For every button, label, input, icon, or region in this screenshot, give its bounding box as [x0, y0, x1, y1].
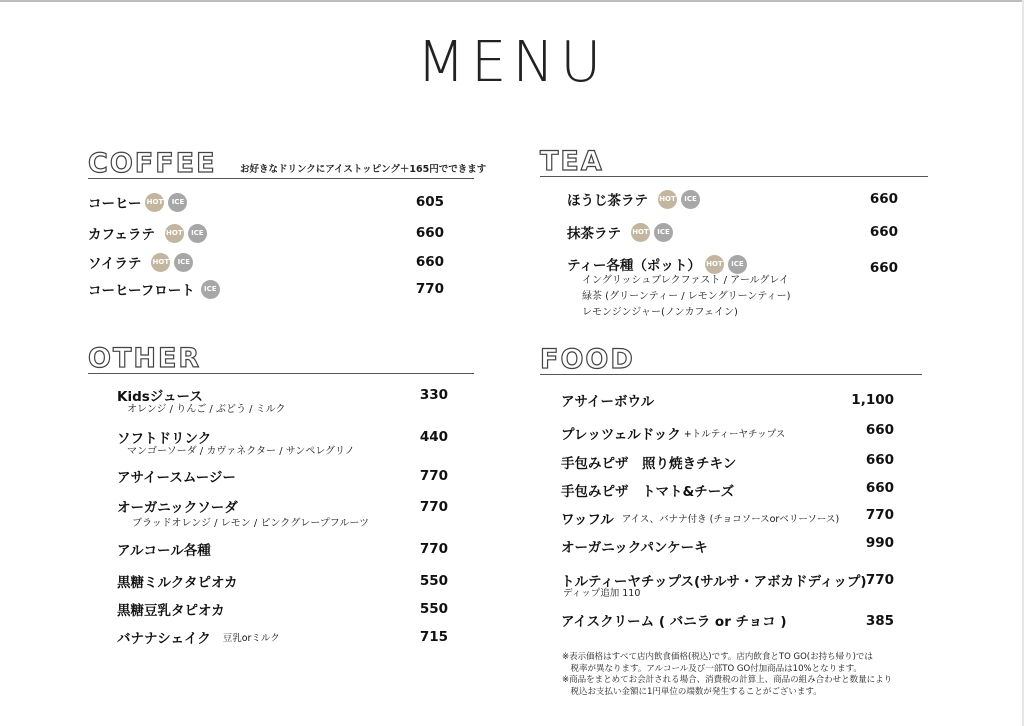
item-price: 770: [419, 468, 448, 484]
hot-badge: HOT: [165, 224, 184, 243]
food-title: FOOD: [540, 344, 635, 375]
footer-line: 税込お支払い金額に1円単位の端数が発生することがございます。: [562, 686, 822, 697]
footer-line: ※商品をまとめてお会計される場合、消費税の計算上、商品の組み合わせと数量により: [562, 675, 893, 685]
item-name: 手包みピザ トマト&チーズ: [561, 484, 735, 500]
item-name: 抹茶ラテ: [567, 226, 621, 242]
item-name: Kidsジュース: [117, 389, 203, 405]
food-header: [540, 346, 922, 375]
item-price: 660: [869, 224, 898, 240]
item-price: 385: [865, 613, 894, 629]
item-price: 715: [419, 629, 448, 645]
item-note: +トルティーヤチップス: [683, 429, 786, 440]
ice-badge: ICE: [654, 223, 673, 242]
ice-badge: ICE: [188, 224, 207, 243]
item-name: バナナシェイク: [117, 631, 211, 647]
item-name: 手包みピザ 照り焼きチキン: [561, 456, 737, 472]
item-price: 770: [865, 507, 894, 523]
ice-badge: ICE: [728, 255, 747, 274]
item-name: ソフトドリンク: [117, 431, 212, 447]
coffee-note: お好きなドリンクにアイストッピング＋165円でできます: [240, 164, 487, 175]
other-title: OTHER: [88, 343, 202, 374]
item-name: アサイースムージー: [117, 470, 236, 486]
item-price: 660: [869, 191, 898, 207]
item-sub: オレンジ / りんご / ぶどう / ミルク: [127, 404, 286, 415]
hot-badge: HOT: [658, 190, 677, 209]
hot-badge: HOT: [151, 253, 170, 272]
hot-badge: HOT: [145, 193, 164, 212]
footer-notes: [562, 652, 962, 698]
item-name: アルコール各種: [117, 543, 211, 559]
item-name: ワッフル: [561, 512, 614, 528]
item-sub: イングリッシュブレクファスト / アールグレイ: [582, 275, 789, 286]
item-name: ティー各種（ポット）: [567, 258, 701, 274]
tea-header: [540, 148, 928, 177]
item-price: 660: [865, 422, 894, 438]
coffee-header: [88, 148, 487, 179]
item-name: オーガニックソーダ: [117, 500, 238, 516]
item-price: 990: [865, 535, 894, 551]
other-header: [88, 345, 474, 374]
item-sub: ブラッドオレンジ / レモン / ピンクグレープフルーツ: [132, 518, 369, 529]
item-name: ソイラテ: [88, 256, 142, 272]
ice-badge: ICE: [201, 280, 220, 299]
item-price: 660: [869, 260, 898, 276]
item-name: プレッツェルドック: [561, 427, 681, 443]
item-note: 豆乳orミルク: [222, 633, 280, 644]
item-note: アイス、バナナ付き (チョコソースorベリーソース): [621, 514, 840, 525]
item-price: 550: [419, 601, 448, 617]
item-price: 660: [415, 225, 444, 241]
ice-badge: ICE: [174, 253, 193, 272]
item-price: 605: [415, 194, 444, 210]
item-price: 770: [415, 281, 444, 297]
item-price: 1,100: [851, 392, 894, 408]
item-price: 660: [865, 480, 894, 496]
item-name: 黒糖豆乳タピオカ: [117, 603, 225, 619]
hot-badge: HOT: [705, 255, 724, 274]
item-name: 黒糖ミルクタピオカ: [117, 575, 238, 591]
item-name: アサイーボウル: [561, 394, 655, 410]
coffee-title: COFFEE: [88, 148, 217, 179]
item-name: ほうじ茶ラテ: [567, 193, 648, 209]
item-price: 770: [419, 541, 448, 557]
tea-section: [540, 148, 928, 328]
item-name: カフェラテ: [88, 227, 155, 243]
item-name: コーヒー: [88, 196, 142, 212]
item-price: 660: [415, 254, 444, 270]
item-sub: レモンジンジャー(ノンカフェイン): [582, 307, 738, 318]
item-price: 440: [419, 429, 448, 445]
item-name: アイスクリーム ( バニラ or チョコ ): [561, 614, 787, 630]
item-price: 330: [419, 387, 448, 403]
page-title: MENU: [416, 30, 608, 95]
top-border: [0, 0, 1024, 2]
footer-line: ※表示価格はすべて店内飲食価格(税込)です。店内飲食とTO GO(お持ち帰り)では: [562, 652, 873, 662]
item-sub: マンゴーソーダ / カヴァネクター / サンペレグリノ: [127, 446, 355, 457]
item-price: 660: [865, 452, 894, 468]
item-name: トルティーヤチップス(サルサ・アボカドディップ): [561, 574, 867, 590]
tea-title: TEA: [540, 146, 604, 177]
coffee-section: [88, 148, 487, 310]
item-name: コーヒーフロート: [88, 283, 195, 299]
ice-badge: ICE: [681, 190, 700, 209]
item-price: 550: [419, 573, 448, 589]
item-sub: 緑茶 (グリーンティー / レモングリーンティー): [582, 291, 791, 302]
item-price: 770: [419, 499, 448, 515]
item-name: オーガニックパンケーキ: [561, 540, 708, 556]
footer-line: 税率が異なります。アルコール及び一部TO GO付加商品は10%となります。: [562, 663, 862, 674]
other-section: [88, 345, 474, 655]
item-price: 770: [865, 572, 894, 588]
ice-badge: ICE: [168, 193, 187, 212]
item-sub: ディップ追加 110: [563, 588, 641, 599]
hot-badge: HOT: [631, 223, 650, 242]
food-section: [540, 346, 922, 636]
